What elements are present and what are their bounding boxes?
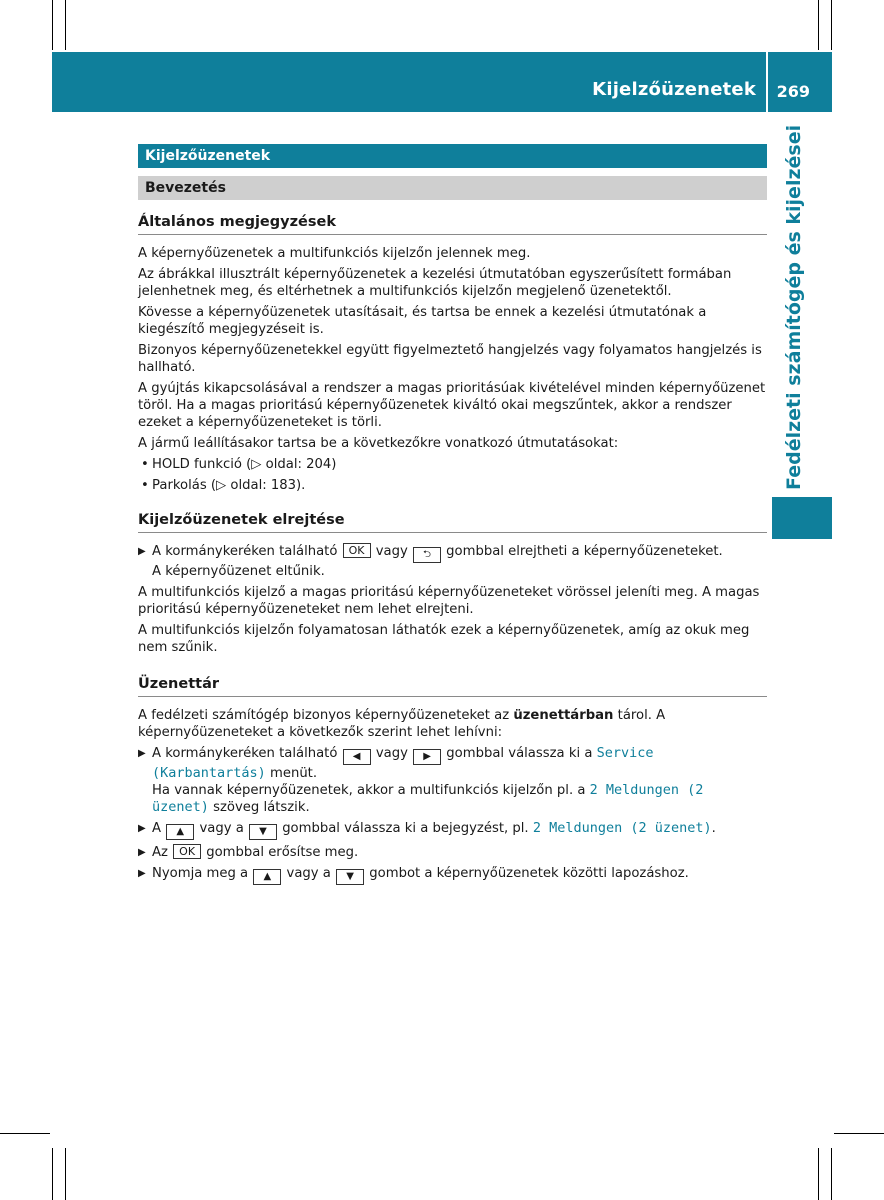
main-content [138,144,767,889]
left-key-icon: ◀ [343,749,371,765]
paragraph: Bizonyos képernyőüzenetekkel együtt figyelmeztető hangjelzés vagy folyamatos hangjelzés is hallható. [138,343,762,375]
crop-mark [834,1133,884,1134]
instruction-step: ▶ A ▲ vagy a ▼ gombbal válassza ki a bejegyzést, pl. 2 Meldungen (2 üzenet). [138,820,767,840]
crop-mark [52,0,53,50]
step-arrow-icon: ▶ [138,823,146,834]
down-key-icon: ▼ [336,869,364,885]
page-number: 269 [776,82,810,101]
chapter-side-title: Fedélzeti számítógép és kijelzései [783,124,805,490]
instruction-step: ▶ A kormánykeréken található ◀ vagy ▶ gombbal válassza ki a Service (Karbantartás) menüt. Ha vannak képernyőüzenetek, akkor a multifunkciós kijelzőn pl. a 2 Meldungen (2 üzenet) szöveg látszik. [138,745,704,815]
step-arrow-icon: ▶ [138,868,146,879]
header-bar [52,52,832,112]
instruction-step: ▶ A kormánykeréken található OK vagy ⮌ gombbal elrejtheti a képernyőüzeneteket. A képernyőüzenet eltűnik. [138,544,723,579]
down-key-icon: ▼ [249,824,277,840]
general-heading: Általános megjegyzések [138,214,767,235]
bold-term: üzenettárban [513,708,614,723]
ok-key-icon: OK [173,844,201,859]
step-arrow-icon: ▶ [138,546,146,557]
display-text: 2 Meldungen (2 üzenet) [152,782,704,815]
instruction-step: ▶ Az OK gombbal erősítse meg. [138,845,359,860]
crop-mark [0,1133,50,1134]
paragraph: A multifunkciós kijelzőn folyamatosan láthatók ezek a képernyőüzenetek, amíg az okuk meg nem szűnik. [138,623,750,655]
ok-key-icon: OK [343,543,371,558]
paragraph: A képernyőüzenetek a multifunkciós kijelzőn jelennek meg. [138,246,531,261]
list-item: • HOLD funkció (▷ oldal: 204) [138,456,767,473]
header-title: Kijelzőüzenetek [592,79,756,100]
paragraph: A gyújtás kikapcsolásával a rendszer a magas prioritásúak kivételével minden képernyőüzenet töröl. Ha a magas prioritású képernyőüzenetek kiváltó okai megszűntek, akkor a rendszer ezeket a képernyőüzeneteket is törli. [138,381,766,430]
paragraph: A jármű leállításakor tartsa be a következőkre vonatkozó útmutatásokat: [138,436,619,451]
crop-mark [831,1148,832,1200]
crop-mark [831,0,832,50]
instruction-step: ▶ Nyomja meg a ▲ vagy a ▼ gombot a képernyőüzenetek közötti lapozáshoz. [138,865,767,885]
crop-mark [818,0,819,50]
back-key-icon: ⮌ [413,547,441,563]
right-key-icon: ▶ [413,749,441,765]
step-result: A képernyőüzenet eltűnik. [152,564,325,579]
list-item: • Parkolás (▷ oldal: 183). [138,477,767,494]
paragraph: A multifunkciós kijelző a magas prioritású képernyőüzeneteket vörössel jeleníti meg. A magas prioritású képernyőüzeneteket nem lehet elrejteni. [138,585,760,617]
crop-mark [818,1148,819,1200]
step-arrow-icon: ▶ [138,847,146,858]
crop-mark [65,1148,66,1200]
header-divider [766,52,768,112]
subsection-title: Bevezetés [138,176,767,200]
step-arrow-icon: ▶ [138,748,146,759]
up-key-icon: ▲ [166,824,194,840]
hide-heading: Kijelzőüzenetek elrejtése [138,512,767,533]
crop-mark [52,1148,53,1200]
display-text: 2 Meldungen (2 üzenet) [532,820,712,836]
paragraph: Kövesse a képernyőüzenetek utasításait, és tartsa be ennek a kezelési útmutatónak a kiegészítő megjegyzéseit is. [138,305,707,337]
chapter-tab-marker [772,497,832,539]
crop-mark [65,0,66,50]
up-key-icon: ▲ [253,869,281,885]
section-title: Kijelzőüzenetek [138,144,767,168]
paragraph: Az ábrákkal illusztrált képernyőüzenetek a kezelési útmutatóban egyszerűsített formában jelenhetnek meg, és eltérhetnek a multifunkciós kijelzőn megjelenő üzenetektől. [138,267,732,299]
paragraph: A fedélzeti számítógép bizonyos képernyőüzeneteket az üzenettárban tárol. A képernyőüzeneteket a következők szerint lehet lehívni: [138,708,666,740]
menu-name: Service (Karbantartás) [152,745,654,781]
store-heading: Üzenettár [138,676,767,697]
